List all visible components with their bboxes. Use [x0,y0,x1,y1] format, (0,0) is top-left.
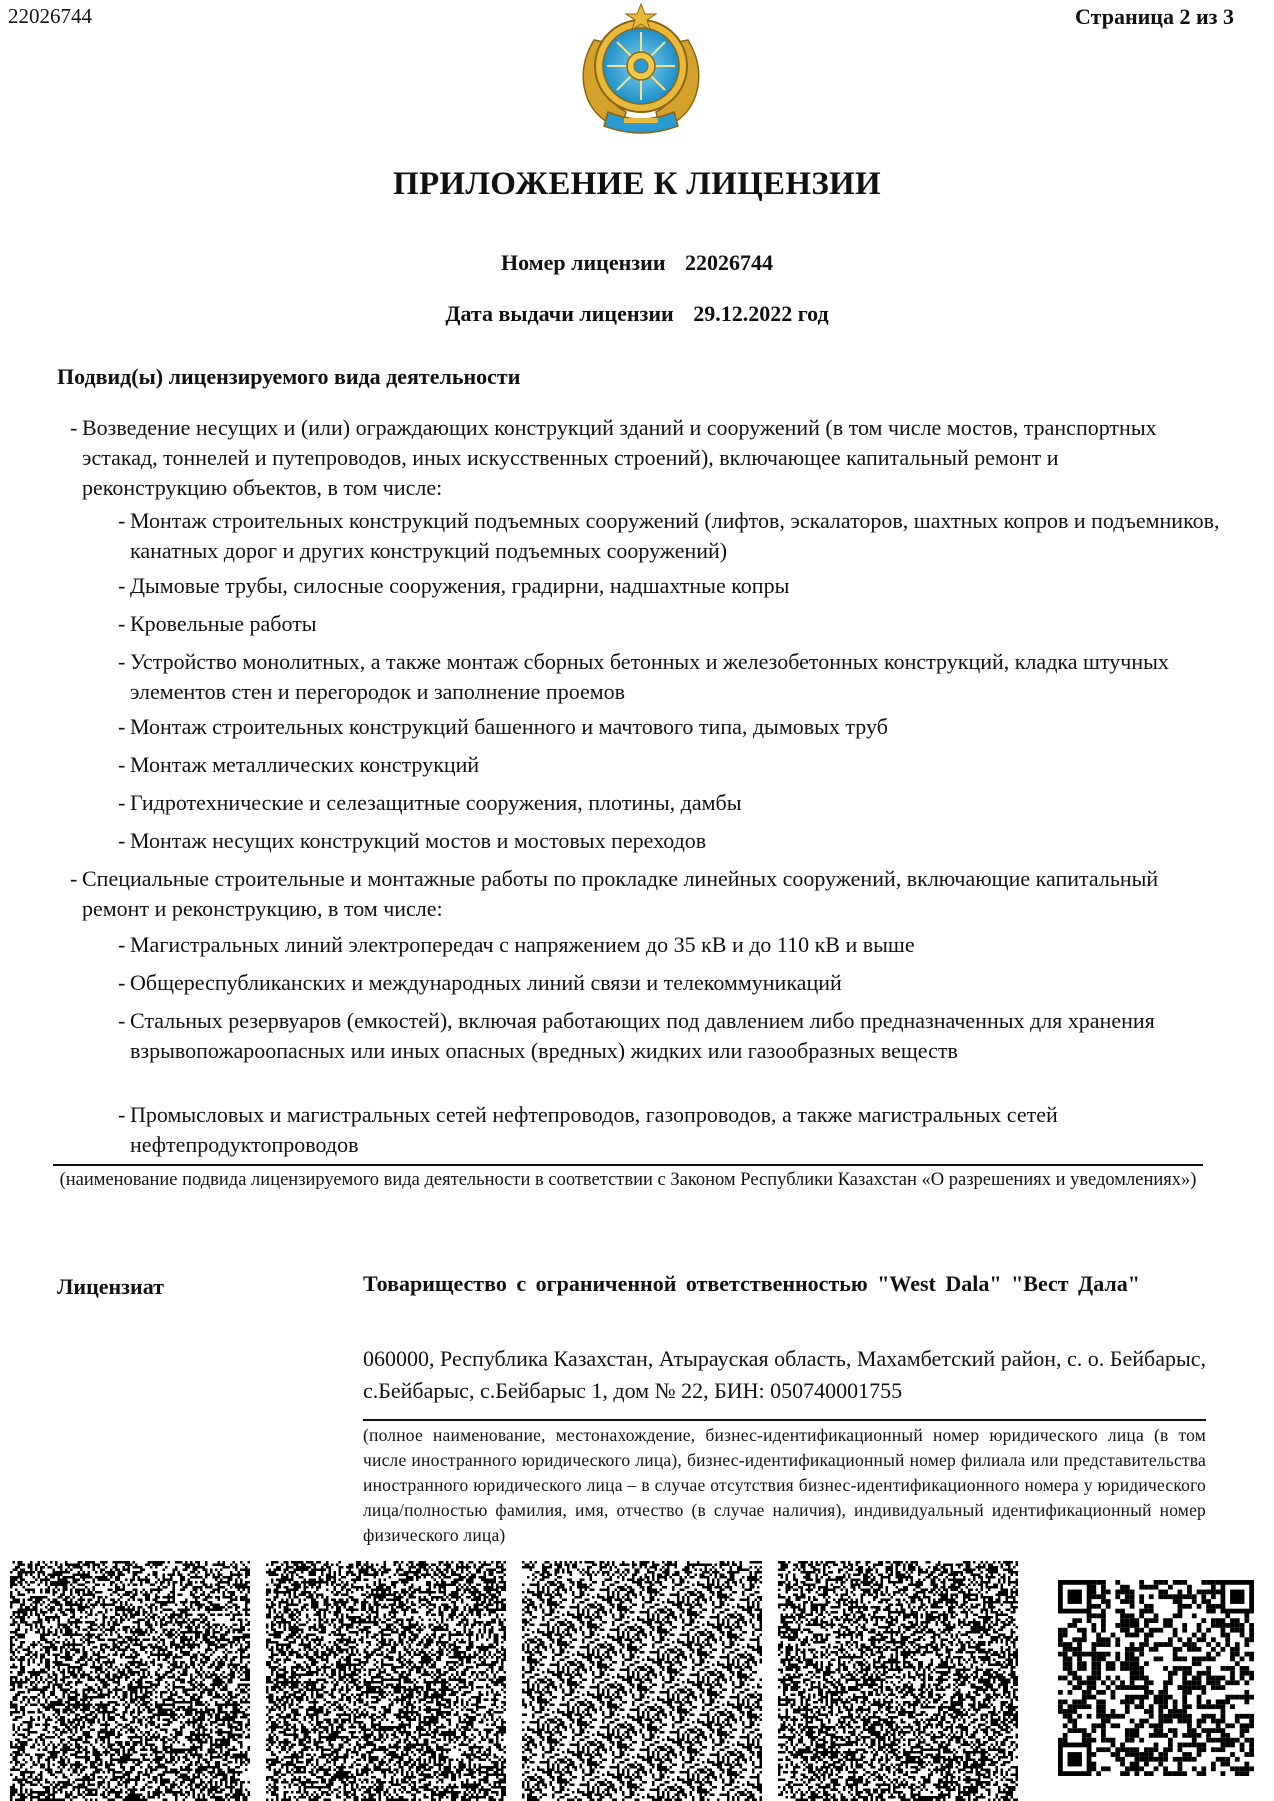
sub-activity-item [118,647,1248,707]
sub-activity-text: Монтаж строительных конструкций башенного и мачтового типа, дымовых труб [118,712,1248,742]
dash-marker: - [118,968,125,998]
sub-activity-text: Монтаж металлических конструкций [118,750,1248,780]
sub-activity-item [118,930,1248,960]
activity-text: Специальные строительные и монтажные работы по прокладке линейных сооружений, включающие капитальный ремонт и реконструкцию, в том числе: [70,864,1190,924]
licensee-underline [363,1419,1206,1421]
sub-activity-item [118,506,1248,566]
dash-marker: - [70,864,77,894]
dash-marker: - [118,1006,125,1036]
sub-activity-item [118,750,1248,780]
dash-marker: - [118,1100,125,1130]
sub-activity-item [118,609,1248,639]
issue-date-label: Дата выдачи лицензии [445,301,673,326]
dash-marker: - [118,609,125,639]
license-number-row [0,250,1274,276]
license-number-label: Номер лицензии [501,250,666,275]
dash-marker: - [118,750,125,780]
activity-item [70,864,1190,924]
document-number: 22026744 [8,4,92,29]
sub-activity-item [118,712,1248,742]
activities-underline [53,1164,1203,1166]
section-heading: Подвид(ы) лицензируемого вида деятельности [57,364,520,390]
dash-marker: - [118,930,125,960]
sub-activity-text: Дымовые трубы, силосные сооружения, градирни, надшахтные копры [118,571,1248,601]
sub-activity-item [118,571,1248,601]
qr-code-icon [1058,1580,1254,1776]
sub-activity-text: Общереспубликанских и международных линий связи и телекоммуникаций [118,968,1248,998]
dash-marker: - [118,712,125,742]
sub-activity-text: Гидротехнические и селезащитные сооружения, плотины, дамбы [118,788,1248,818]
sub-activity-text: Монтаж несущих конструкций мостов и мостовых переходов [118,826,1248,856]
licensee-caption: (полное наименование, местонахождение, бизнес-идентификационный номер юридического лица (в том числе иностранного юридического лица), бизнес-идентификационный номер филиала или представительства иностранного юридического лица – в случае отсутствия бизнес-идентификационного номера у юридического лица/полностью фамилия, имя, отчество (в случае наличия), индивидуальный идентификационный номер физического лица) [363,1423,1206,1548]
licensee-address: 060000, Республика Казахстан, Атырауская область, Махамбетский район, с. о. Бейбарыс, с.Бейбарыс, с.Бейбарыс 1, дом № 22, БИН: 050740001755 [363,1343,1206,1407]
sub-activity-item [118,826,1248,856]
sub-activity-text: Кровельные работы [118,609,1248,639]
licensee-label: Лицензиат [57,1274,164,1300]
activities-caption: (наименование подвида лицензируемого вида деятельности в соответствии с Законом Республики Казахстан «О разрешениях и уведомлениях») [53,1169,1203,1192]
dash-marker: - [118,647,125,677]
sub-activity-text: Магистральных линий электропередач с напряжением до 35 кВ и до 110 кВ и выше [118,930,1248,960]
data-matrix-icon [10,1561,250,1801]
sub-activity-item [118,968,1248,998]
sub-activity-item [118,1006,1248,1066]
page-indicator: Страница 2 из 3 [1075,4,1234,30]
issue-date-row [0,301,1274,327]
sub-activity-text: Стальных резервуаров (емкостей), включая работающих под давлением либо предназначенных для хранения взрывопожароопасных или иных опасных (вредных) жидких или газообразных веществ [118,1006,1248,1066]
data-matrix-icon [778,1561,1018,1801]
activity-item [70,413,1190,503]
data-matrix-icon [522,1561,762,1801]
dash-marker: - [118,788,125,818]
sub-activity-text: Монтаж строительных конструкций подъемных сооружений (лифтов, эскалаторов, шахтных копров и подъемников, канатных дорог и других конструкций подъемных сооружений) [118,506,1248,566]
sub-activity-text: Промысловых и магистральных сетей нефтепроводов, газопроводов, а также магистральных сетей нефтепродуктопроводов [118,1100,1248,1160]
dash-marker: - [118,571,125,601]
data-matrix-icon [266,1561,506,1801]
dash-marker: - [70,413,77,443]
page-title: ПРИЛОЖЕНИЕ К ЛИЦЕНЗИИ [0,166,1274,203]
license-number-value: 22026744 [685,250,773,275]
sub-activity-item [118,1100,1248,1160]
sub-activity-text: Устройство монолитных, а также монтаж сборных бетонных и железобетонных конструкций, кладка штучных элементов стен и перегородок и заполнение проемов [118,647,1248,707]
kazakhstan-state-emblem-icon [574,0,708,142]
issue-date-value: 29.12.2022 год [693,301,828,326]
licensee-name: Товарищество с ограниченной ответственностью "West Dala" "Вест Дала" [363,1268,1206,1300]
dash-marker: - [118,826,125,856]
sub-activity-item [118,788,1248,818]
activity-text: Возведение несущих и (или) ограждающих конструкций зданий и сооружений (в том числе мостов, транспортных эстакад, тоннелей и путепроводов, иных искусственных строений), включающее капитальный ремонт и реконструкцию объектов, в том числе: [70,413,1190,503]
dash-marker: - [118,506,125,536]
